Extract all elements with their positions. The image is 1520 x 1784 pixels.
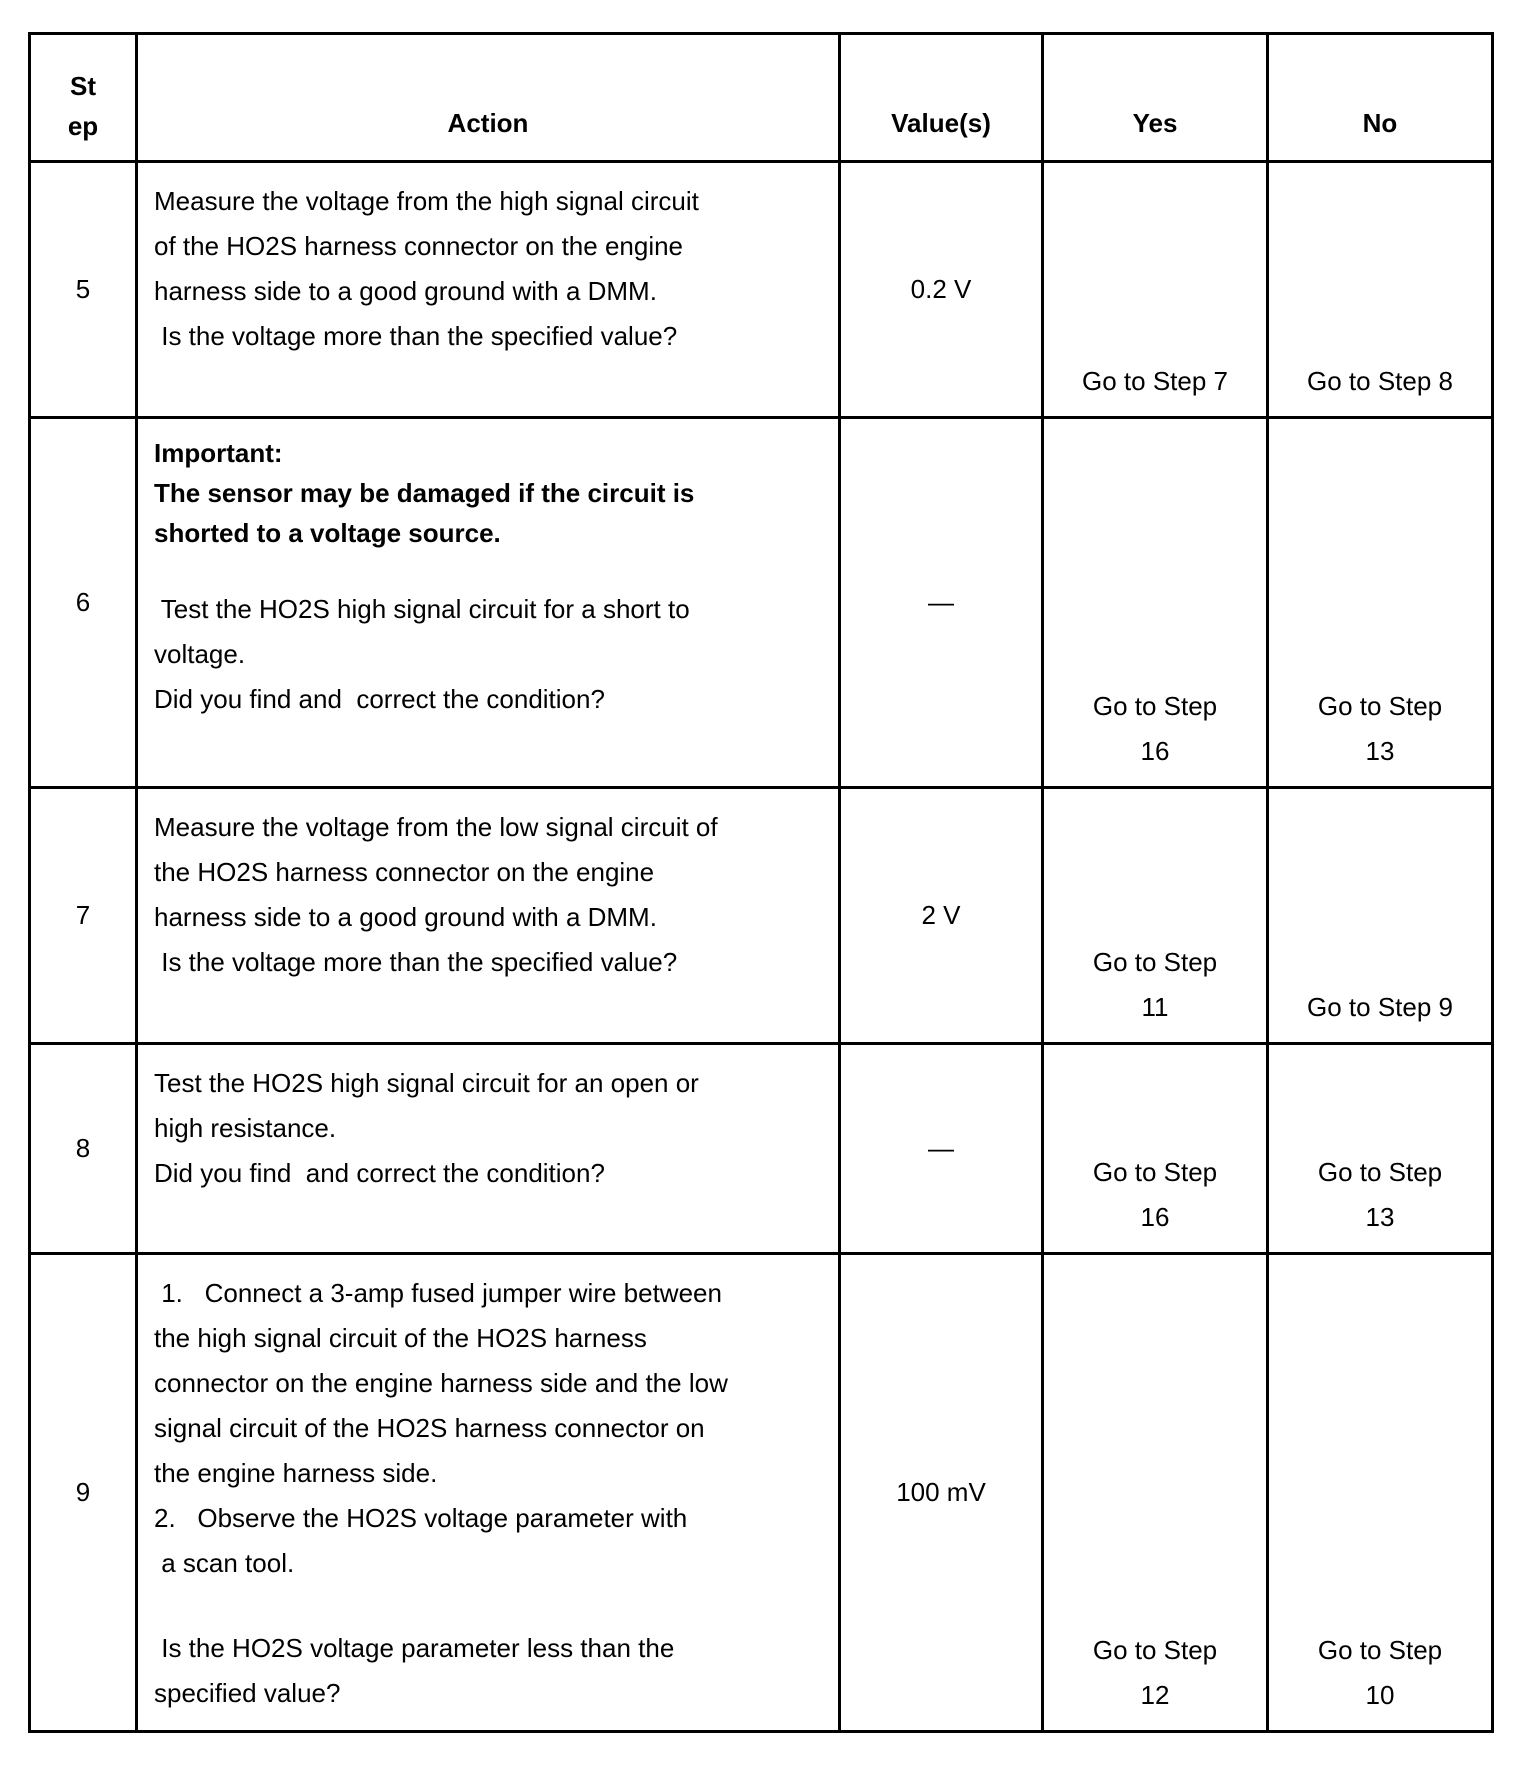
important-label: Important:	[154, 438, 283, 468]
header-yes: Yes	[1043, 34, 1268, 162]
diagnostic-table	[28, 32, 1494, 1733]
action-cell: Important: The sensor may be damaged if the circuit is shorted to a voltage source. Test the HO2S high signal circuit for a short to voltage. Did you find and correct the condition?	[137, 418, 840, 788]
action-cell: 1. Connect a 3-amp fused jumper wire between the high signal circuit of the HO2S harness connector on the engine harness side and the low signal circuit of the HO2S harness connector on the engine harness side. 2. Observe the HO2S voltage parameter with a scan tool. Is the HO2S voltage parameter less than the specified value?	[137, 1254, 840, 1732]
value-cell: 100 mV	[840, 1254, 1043, 1732]
yes-cell: Go to Step 16	[1043, 1044, 1268, 1254]
table-row	[30, 788, 1493, 1044]
no-cell: Go to Step 8	[1268, 162, 1493, 418]
header-action: Action	[137, 34, 840, 162]
action-cell: Measure the voltage from the high signal circuit of the HO2S harness connector on the engine harness side to a good ground with a DMM. Is the voltage more than the specified value?	[137, 162, 840, 418]
value-cell: 2 V	[840, 788, 1043, 1044]
step-number: 7	[30, 788, 137, 1044]
step-number: 6	[30, 418, 137, 788]
table-row	[30, 418, 1493, 788]
value-cell: —	[840, 1044, 1043, 1254]
no-cell: Go to Step 13	[1268, 418, 1493, 788]
table-row	[30, 162, 1493, 418]
yes-cell: Go to Step 12	[1043, 1254, 1268, 1732]
header-step: St ep	[30, 34, 137, 162]
yes-cell: Go to Step 16	[1043, 418, 1268, 788]
no-cell: Go to Step 10	[1268, 1254, 1493, 1732]
action-cell: Measure the voltage from the low signal circuit of the HO2S harness connector on the engine harness side to a good ground with a DMM. Is the voltage more than the specified value?	[137, 788, 840, 1044]
value-cell: 0.2 V	[840, 162, 1043, 418]
table-row	[30, 1044, 1493, 1254]
important-note: The sensor may be damaged if the circuit is	[154, 478, 695, 508]
yes-cell: Go to Step 7	[1043, 162, 1268, 418]
no-cell: Go to Step 9	[1268, 788, 1493, 1044]
header-values: Value(s)	[840, 34, 1043, 162]
action-cell: Test the HO2S high signal circuit for an open or high resistance. Did you find and correct the condition?	[137, 1044, 840, 1254]
no-cell: Go to Step 13	[1268, 1044, 1493, 1254]
step-number: 8	[30, 1044, 137, 1254]
step-number: 5	[30, 162, 137, 418]
important-note: shorted to a voltage source.	[154, 518, 501, 548]
yes-cell: Go to Step 11	[1043, 788, 1268, 1044]
header-no: No	[1268, 34, 1493, 162]
value-cell: —	[840, 418, 1043, 788]
step-number: 9	[30, 1254, 137, 1732]
header-row	[30, 34, 1493, 162]
table-row	[30, 1254, 1493, 1732]
